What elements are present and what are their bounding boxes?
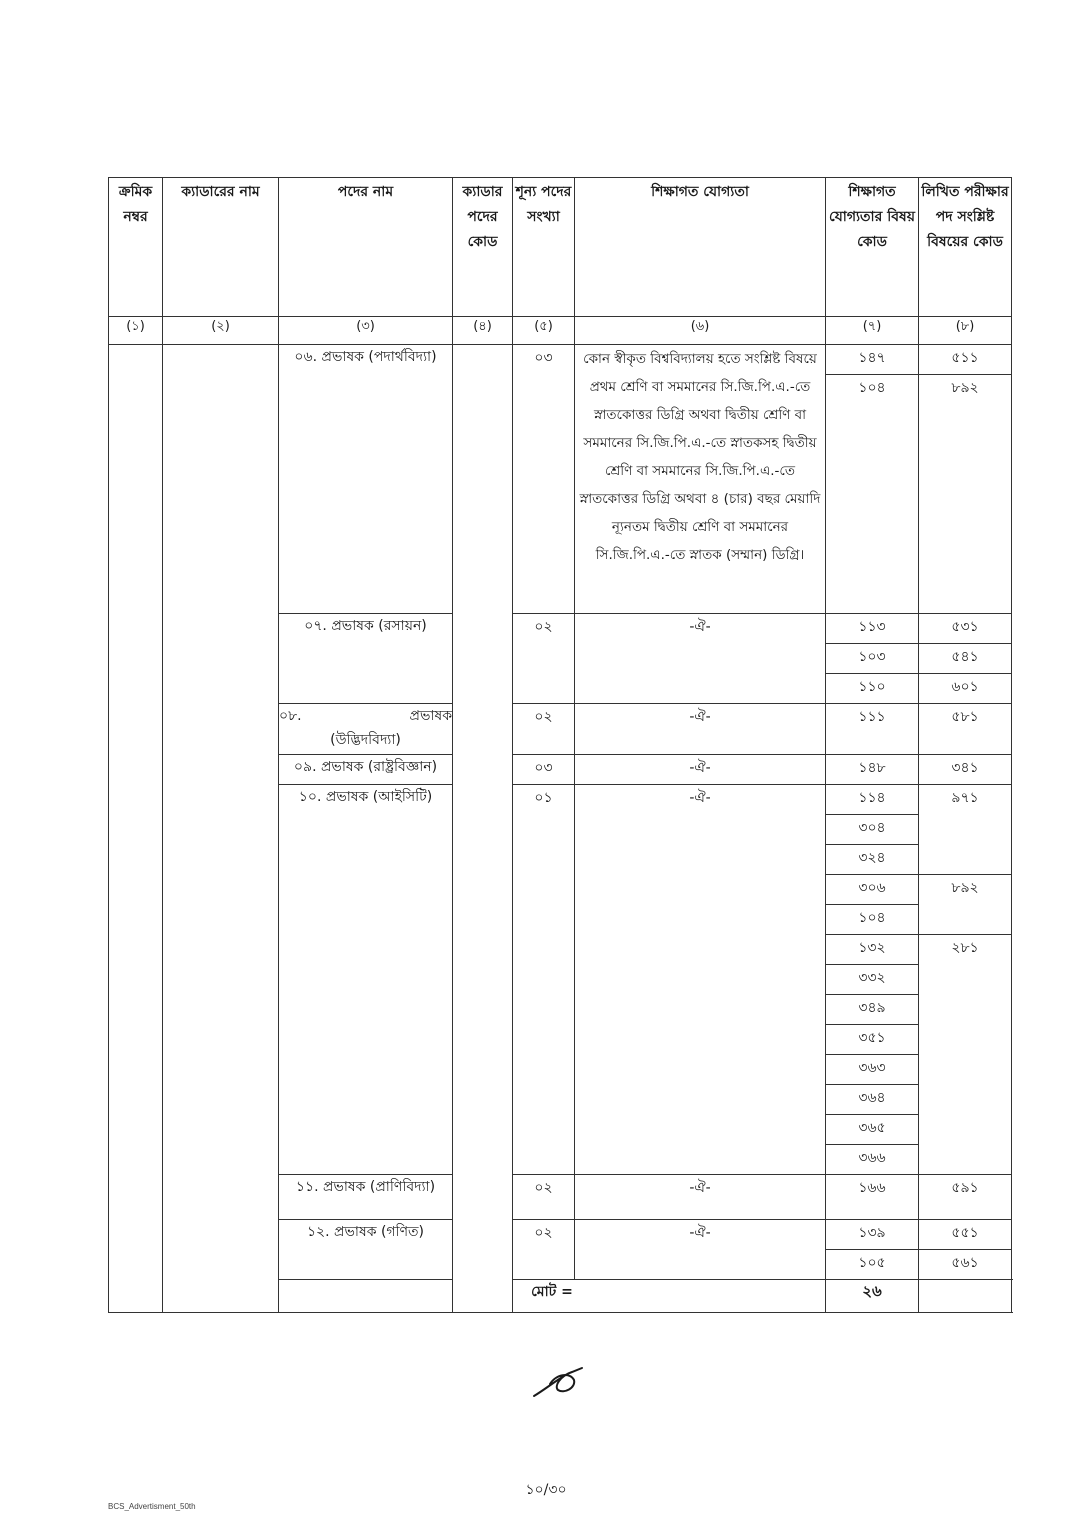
cadre-code-cell	[453, 345, 513, 1313]
written-code: ৮৯২	[919, 875, 1012, 935]
subject-code: ৩৪৯	[826, 995, 919, 1025]
subject-code: ৩৬৩	[826, 1055, 919, 1085]
vacancy-count: ০২	[513, 614, 575, 704]
total-label: মোট =	[279, 1280, 826, 1313]
post-number: ০৮.	[279, 708, 302, 724]
header-row	[109, 178, 1012, 317]
total-value: ২৬	[826, 1280, 919, 1313]
education-requirement: -ঐ-	[575, 755, 826, 785]
written-code: ৫১১	[919, 345, 1012, 375]
subject-code: ৩৫১	[826, 1025, 919, 1055]
written-code: ৮৯২	[919, 375, 1012, 614]
col-number: (৫)	[513, 317, 575, 345]
col-number: (৬)	[575, 317, 826, 345]
subject-code: ১০৪	[826, 905, 919, 935]
written-code: ৫৯১	[919, 1175, 1012, 1220]
col-number: (৮)	[919, 317, 1012, 345]
education-requirement: কোন স্বীকৃত বিশ্ববিদ্যালয় হতে সংশ্লিষ্ট বিষয়ে প্রথম শ্রেণি বা সমমানের সি.জি.পি.এ.-তে স্নাতকোত্তর ডিগ্রি অথবা দ্বিতীয় শ্রেণি বা সমমানের সি.জি.পি.এ.-তে স্নাতকসহ দ্বিতীয় শ্রেণি বা সমমানের সি.জি.পি.এ.-তে স্নাতকোত্তর ডিগ্রি অথবা ৪ (চার) বছর মেয়াদি ন্যূনতম দ্বিতীয় শ্রেণি বা সমমানের সি.জি.পি.এ.-তে স্নাতক (সম্মান) ডিগ্রি।	[575, 345, 826, 614]
col-number: (৭)	[826, 317, 919, 345]
header-post-name: পদের নাম	[279, 178, 453, 317]
footer-filename: BCS_Advertisment_50th	[108, 1502, 196, 1511]
education-requirement: -ঐ-	[575, 614, 826, 704]
subject-code: ৩৬৬	[826, 1145, 919, 1175]
signature-mark	[530, 1362, 586, 1402]
written-code: ৫৩১	[919, 614, 1012, 644]
post-word: প্রভাষক	[409, 708, 452, 724]
page-number: ১০/৩০	[525, 1482, 567, 1498]
header-cadre-name: ক্যাডারের নাম	[163, 178, 279, 317]
subject-code: ৩৬৪	[826, 1085, 919, 1115]
post-subject: (উদ্ভিদবিদ্যা)	[330, 732, 401, 748]
col-number: (৩)	[279, 317, 453, 345]
written-code: ২৮১	[919, 935, 1012, 1175]
post-name: ১১. প্রভাষক (প্রাণিবিদ্যা)	[279, 1175, 453, 1220]
written-code: ৫৪১	[919, 644, 1012, 674]
col-number: (১)	[109, 317, 163, 345]
subject-code: ১৩৯	[826, 1220, 919, 1250]
table-row	[109, 345, 1012, 375]
col-number: (২)	[163, 317, 279, 345]
subject-code: ১১০	[826, 674, 919, 704]
written-code: ৬০১	[919, 674, 1012, 704]
vacancy-count: ০১	[513, 785, 575, 1175]
written-code: ৫৫১	[919, 1220, 1012, 1250]
vacancy-count: ০২	[513, 1220, 575, 1280]
vacancy-count: ০৩	[513, 755, 575, 785]
subject-code: ৩৩২	[826, 965, 919, 995]
post-name: ০৭. প্রভাষক (রসায়ন)	[279, 614, 453, 704]
education-requirement: -ঐ-	[575, 785, 826, 1175]
post-name: ১০. প্রভাষক (আইসিটি)	[279, 785, 453, 1175]
post-name: ১২. প্রভাষক (গণিত)	[279, 1220, 453, 1280]
vacancy-count: ০২	[513, 1175, 575, 1220]
subject-code: ১৪৮	[826, 755, 919, 785]
subject-code: ১১৩	[826, 614, 919, 644]
written-code: ৫৮১	[919, 704, 1012, 755]
education-requirement: -ঐ-	[575, 1175, 826, 1220]
post-name: ০৯. প্রভাষক (রাষ্ট্রবিজ্ঞান)	[279, 755, 453, 785]
vacancy-count: ০৩	[513, 345, 575, 614]
total-empty	[919, 1280, 1012, 1313]
education-requirement: -ঐ-	[575, 1220, 826, 1280]
subject-code: ৩০৪	[826, 815, 919, 845]
written-code: ৯৭১	[919, 785, 1012, 875]
header-written-code: লিখিত পরীক্ষার পদ সংশ্লিষ্ট বিষয়ের কোড	[919, 178, 1012, 317]
written-code: ৫৬১	[919, 1250, 1012, 1280]
column-number-row	[109, 317, 1012, 345]
subject-code: ১১৪	[826, 785, 919, 815]
subject-code: ১৪৭	[826, 345, 919, 375]
subject-code: ১০৪	[826, 375, 919, 614]
vacancy-count: ০২	[513, 704, 575, 755]
col-number: (৪)	[453, 317, 513, 345]
header-subject-code: শিক্ষাগত যোগ্যতার বিষয় কোড	[826, 178, 919, 317]
cadre-name-cell	[163, 345, 279, 1313]
subject-code: ১০৫	[826, 1250, 919, 1280]
post-name: ০৬. প্রভাষক (পদার্থবিদ্যা)	[279, 345, 453, 614]
subject-code: ৩২৪	[826, 845, 919, 875]
header-vacancy: শূন্য পদের সংখ্যা	[513, 178, 575, 317]
subject-code: ১১১	[826, 704, 919, 755]
subject-code: ১৩২	[826, 935, 919, 965]
subject-code: ৩০৬	[826, 875, 919, 905]
subject-code: ৩৬৫	[826, 1115, 919, 1145]
serial-cell	[109, 345, 163, 1313]
vacancy-table	[108, 177, 1012, 1313]
header-cadre-code: ক্যাডার পদের কোড	[453, 178, 513, 317]
education-requirement: -ঐ-	[575, 704, 826, 755]
subject-code: ১৬৬	[826, 1175, 919, 1220]
subject-code: ১০৩	[826, 644, 919, 674]
post-name	[279, 704, 453, 755]
written-code: ৩৪১	[919, 755, 1012, 785]
header-education: শিক্ষাগত যোগ্যতা	[575, 178, 826, 317]
header-serial: ক্রমিক নম্বর	[109, 178, 163, 317]
